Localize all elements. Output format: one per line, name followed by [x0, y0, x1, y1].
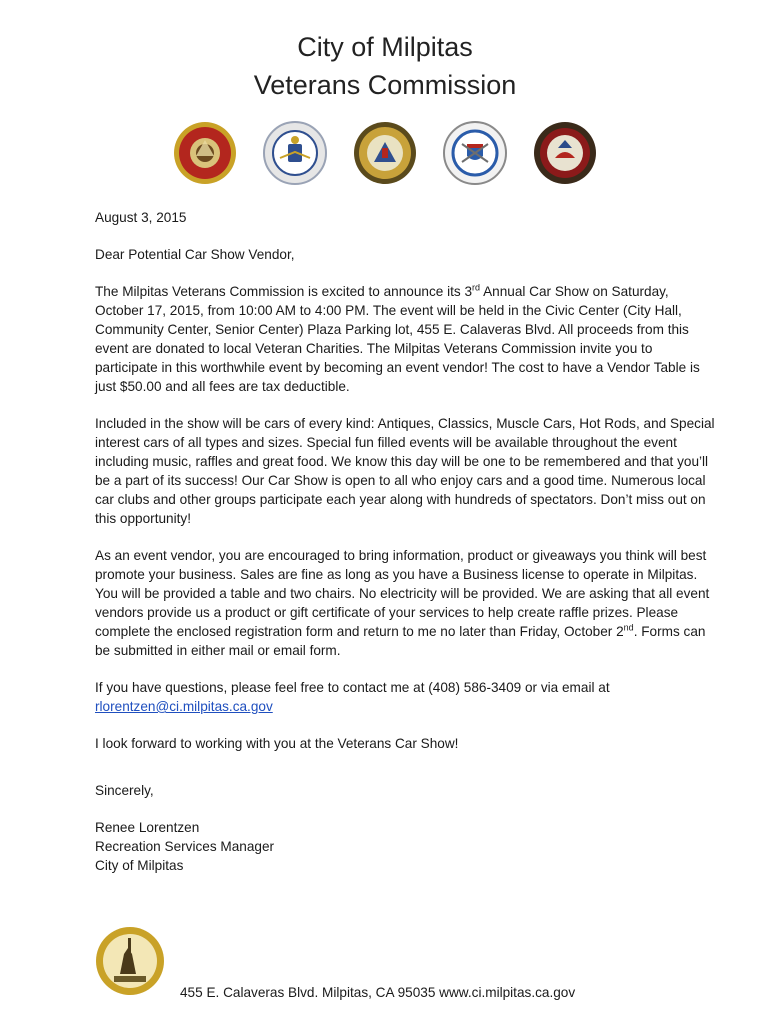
paragraph-cars: Included in the show will be cars of every kind: Antiques, Classics, Muscle Cars, Hot Rods, and Special interest cars of all types and sizes. Special fun filled events will be available throughout the event including music, raffles and great food. We know this day will be one to be remembered and that you’ll be a part of its success! Our Car Show is open to all who enjoy cars and a good time. Numerous local car clubs and other groups participate each year along with hundreds of spectators. Don’t miss out on this opportunity!: [95, 416, 715, 526]
letterhead-city: City of Milpitas: [297, 32, 473, 62]
signature-block: [95, 818, 715, 875]
letter-body: [95, 208, 715, 875]
signer-organization: City of Milpitas: [95, 858, 184, 873]
paragraph-vendor-rest: . Forms can be submitted in either mail or email form.: [95, 624, 706, 658]
letter-salutation: Dear Potential Car Show Vendor,: [95, 247, 295, 262]
air-force-seal-icon: [262, 118, 328, 188]
coast-guard-seal-icon: [442, 118, 508, 188]
paragraph-closing-remark: I look forward to working with you at the Veterans Car Show!: [95, 736, 459, 751]
contact-email-link[interactable]: rlorentzen@ci.milpitas.ca.gov: [95, 699, 273, 714]
navy-seal-icon: [532, 118, 598, 188]
paragraph-announcement-rest: Annual Car Show on Saturday, October 17, 2015, from 10:00 AM to 4:00 PM. The event will be held in the Civic Center (City Hall, Community Center, Senior Center) Plaza Parking lot, 455 E. Calaveras Blvd. All proceeds from this event are donated to local Veteran Charities. The Milpitas Veterans Commission invite you to participate in this worthwhile event by becoming an event vendor! The cost to have a Vendor Table is just $50.00 and all fees are tax deductible.: [95, 284, 700, 394]
army-seal-icon: [352, 118, 418, 188]
city-of-milpitas-seal-icon: [94, 924, 166, 998]
footer-address: 455 E. Calaveras Blvd. Milpitas, CA 95035 www.ci.milpitas.ca.gov: [180, 985, 576, 1000]
paragraph-vendor-info: [95, 546, 715, 660]
marine-corps-seal-icon: [172, 118, 238, 188]
letter-date: August 3, 2015: [95, 210, 187, 225]
signer-name: Renee Lorentzen: [95, 820, 200, 835]
letter-closing: Sincerely,: [95, 783, 154, 798]
paragraph-announcement-start: The Milpitas Veterans Commission is excited to announce its 3: [95, 284, 473, 299]
military-seals-row: [0, 118, 770, 194]
contact-text: If you have questions, please feel free to contact me at (408) 586-3409 or via email at: [95, 680, 610, 695]
ordinal-suffix-rd: rd: [472, 282, 481, 293]
signer-title: Recreation Services Manager: [95, 839, 275, 854]
paragraph-vendor-start: As an event vendor, you are encouraged to bring information, product or giveaways you think will best promote your business. Sales are fine as long as you have a Business license to operate in Milpitas. You will be provided a table and two chairs. No electricity will be provided. We are asking that all event vendors provide us a product or gift certificate of your services to help create raffle prizes. Please complete the enclosed registration form and return to me no later than Friday, October 2: [95, 548, 710, 639]
letterhead-commission: Veterans Commission: [253, 70, 517, 100]
letterhead-title: [0, 28, 770, 104]
ordinal-suffix-nd: nd: [623, 622, 634, 633]
paragraph-announcement: [95, 282, 715, 396]
paragraph-contact: [95, 678, 715, 716]
